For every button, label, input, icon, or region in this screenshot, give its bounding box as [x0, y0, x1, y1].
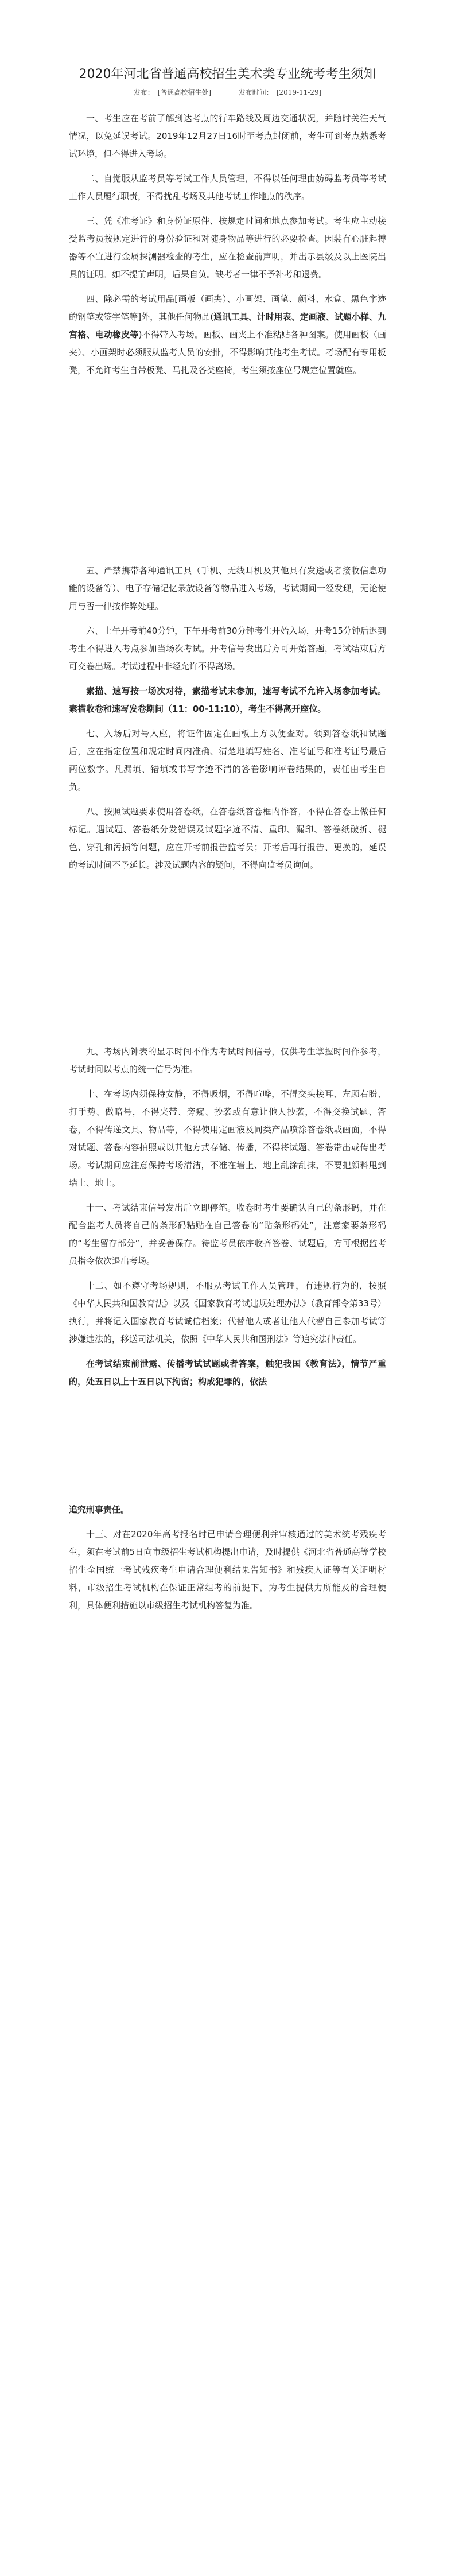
- paragraph-text-run: 八、按照试题要求使用答卷纸，在答卷纸答卷框内作答，不得在答卷上做任何标记。遇试题、答卷纸分发错误及试题字迹不清、重印、漏印、答卷纸破折、褪色、穿孔和污损等问题，应在开考前报告监考员；开考后再行报告、更换的，延误的考试时间不予延长。涉及试题内容的疑问，不得向监考员询问。: [69, 806, 386, 870]
- paragraph-text-run: 追究刑事责任。: [69, 1504, 130, 1515]
- paragraph-8: [69, 725, 386, 796]
- paragraph-15: [69, 1501, 386, 1519]
- paragraph-4: [69, 290, 386, 379]
- paragraph-16: [69, 1526, 386, 1615]
- article-body: [69, 110, 386, 1615]
- paragraph-9: [69, 803, 386, 874]
- paragraph-text-run: 九、考场内钟表的显示时间不作为考试时间信号，仅供考生掌握时间作参考，考试时间以考点的统一信号为准。: [69, 1046, 386, 1074]
- paragraph-text-run: 四、除必需的考试用品[画板（画夹）、小画架、画笔、颜料、水盒、黑色字迹的钢笔或签字笔等]外，其他任何物品(: [69, 294, 386, 322]
- paragraph-text-run: 七、入场后对号入座，将证件固定在画板上方以便查对。领到答卷纸和试题后，应在指定位置和规定时间内准确、清楚地填写姓名、准考证号和准考证号最后两位数字。凡漏填、错填或书写字迹不清的答卷影响评卷结果的，责任由考生自负。: [69, 728, 386, 792]
- paragraph-3: [69, 212, 386, 284]
- paragraph-text-run: 六、上午开考前40分钟，下午开考前30分钟考生开始入场，开考15分钟后迟到考生不得进入考点参加当场次考试。开考信号发出后方可开始答题，考试结束后方可交卷出场。考试过程中非经允许不得离场。: [69, 626, 386, 672]
- blank-spacer: [69, 1398, 386, 1501]
- paragraph-text-run: 十、在考场内须保持安静，不得吸烟，不得喧哗，不得交头接耳、左顾右盼、打手势、做暗号，不得夹带、旁窥、抄袭或有意让他人抄袭，不得交换试题、答卷，不得传递文具、物品等，不得使用定画液及同类产品喷涂答卷纸或画面，不得对试题、答卷内容拍照或以其他方式存储、传播，不得将试题、答卷带出或传出考场。考试期间应注意保持考场清洁，不准在墙上、地上乱涂乱抹，不要把颜料甩到墙上、地上。: [69, 1089, 386, 1188]
- paragraph-text-run: 一、考生应在考前了解到达考点的行车路线及周边交通状况，并随时关注天气情况，以免延误考试。2019年12月27日16时至考点封闭前，考生可到考点熟悉考试环境，但不得进入考场。: [69, 113, 386, 159]
- paragraph-text-run: )不得带入考场。画板、画夹上不准粘贴各种图案。使用画板（画夹）、小画架时必须服从监考人员的安排，不得影响其他考生考试。考场配有专用板凳，不允许考生自带板凳、马扎及各类座椅，考生须按座位号规定位置就座。: [69, 329, 386, 375]
- paragraph-text-run: 通讯工具、计时用表、定画液、试题小样、九宫格、电动橡皮等: [69, 312, 386, 340]
- blank-spacer: [69, 386, 386, 562]
- paragraph-5: [69, 562, 386, 615]
- paragraph-text-run: 五、严禁携带各种通讯工具（手机、无线耳机及其他具有发送或者接收信息功能的设备等）、电子存储记忆录放设备等物品进入考场，考试期间一经发现，无论使用与否一律按作弊处理。: [69, 565, 386, 611]
- paragraph-text-run: 二、自觉服从监考员等考试工作人员管理，不得以任何理由妨碍监考员等考试工作人员履行职责，不得扰乱考场及其他考试工作地点的秩序。: [69, 173, 386, 201]
- paragraph-6: [69, 622, 386, 676]
- publisher-label: 发布：: [133, 88, 154, 96]
- article-meta: [69, 87, 386, 97]
- paragraph-text-run: 十二、如不遵守考场规则，不服从考试工作人员管理，有违规行为的，按照《中华人民共和国教育法》以及《国家教育考试违规处理办法》（教育部令第33号）执行，并将记入国家教育考试诚信档案；代替他人或者让他人代替自己参加考试等涉嫌违法的，移送司法机关，依照《中华人民共和国刑法》等追究法律责任。: [69, 1281, 386, 1344]
- paragraph-text-run: 在考试结束前泄露、传播考试试题或者答案，触犯我国《教育法》，情节严重的，处五日以上十五日以下拘留；构成犯罪的，依法: [69, 1359, 386, 1387]
- paragraph-14: [69, 1355, 386, 1391]
- paragraph-13: [69, 1277, 386, 1348]
- paragraph-text-run: 素描、速写按一场次对待，素描考试未参加，速写考试不允许入场参加考试。素描收卷和速写发卷期间（11：00-11:10），考生不得离开座位。: [69, 686, 386, 714]
- paragraph-2: [69, 170, 386, 205]
- paragraph-1: [69, 110, 386, 163]
- publish-date-label: 发布时间：: [238, 88, 273, 96]
- paragraph-text-run: 十一、考试结束信号发出后立即停笔。收卷时考生要确认自己的条形码，并在配合监考人员将自己的条形码粘贴在自己答卷的“贴条形码处”，注意家要条形码的“考生留存部分”，并妥善保存。待监考员依序收齐答卷、试题后，方可根据监考员指令依次退出考场。: [69, 1202, 386, 1266]
- publish-date-value: [2019-11-29]: [276, 88, 322, 96]
- publisher-value: [普通高校招生处]: [157, 88, 212, 96]
- paragraph-12: [69, 1199, 386, 1270]
- paragraph-11: [69, 1085, 386, 1192]
- article-title: 2020年河北省普通高校招生美术类专业统考考生须知: [79, 67, 376, 82]
- blank-spacer: [69, 881, 386, 1043]
- paragraph-10: [69, 1043, 386, 1078]
- paragraph-text-run: 十三、对在2020年高考报名时已申请合理便利并审核通过的美术统考残疾考生，须在考试前5日向市级招生考试机构提出申请，及时提供《河北省普通高等学校招生全国统一考试残疾考生申请合理便利结果告知书》和残疾人证等有关证明材料，市级招生考试机构在保证正常组考的前提下，为考生提供力所能及的合理便利，具体便利措施以市级招生考试机构答复为准。: [69, 1529, 386, 1611]
- paragraph-7: [69, 682, 386, 718]
- paragraph-text-run: 三、凭《准考证》和身份证原件、按规定时间和地点参加考试。考生应主动接受监考员按规定进行的身份验证和对随身物品等进行的必要检查。因装有心脏起搏器等不宜进行金属探测器检查的考生，应在检查前声明，并出示县级及以上医院出具的证明。如不提前声明，后果自负。缺考者一律不予补考和退费。: [69, 216, 386, 280]
